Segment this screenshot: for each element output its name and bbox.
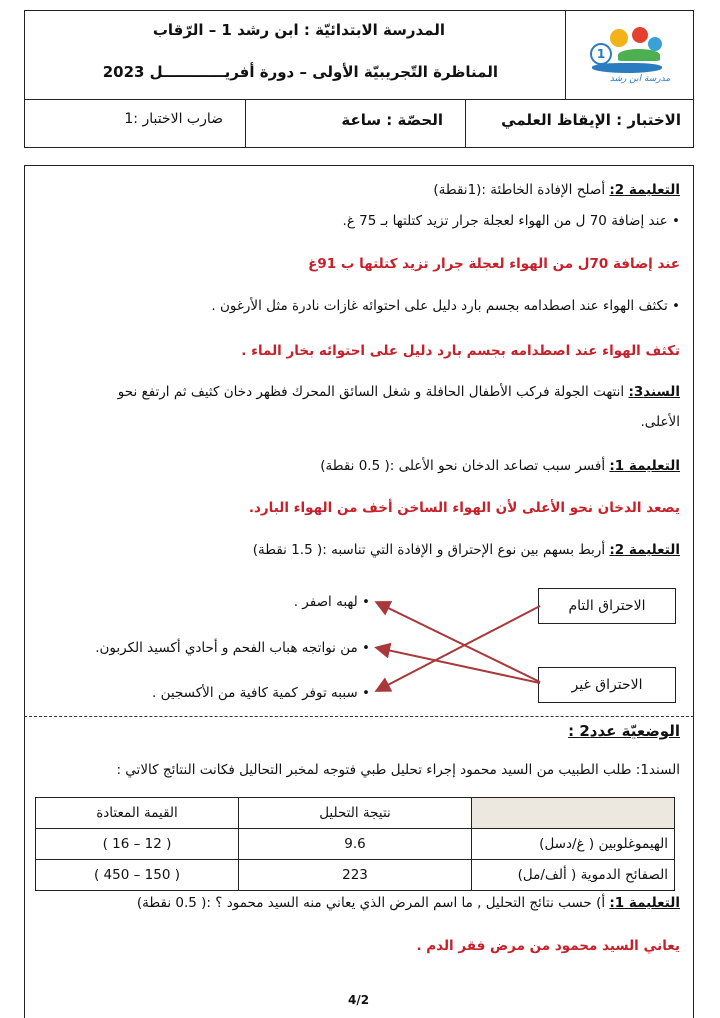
table-header-cell: نتيجة التحليل <box>239 798 472 829</box>
sanad-1: السند1: طلب الطبيب من السيد محمود إجراء تحليل طبي فتوجه لمخبر التحاليل فكانت النتائج كالاتي : <box>116 762 680 778</box>
table-cell: الصفائح الدموية ( ألف/مل) <box>472 860 675 891</box>
instruction-1-heading: التعليمة 1: أفسر سبب تصاعد الدخان نحو الأعلى :( 0.5 نقطة) <box>320 458 680 474</box>
answer-3: يصعد الدخان نحو الأعلى لأن الهواء الساخن أخف من الهواء البارد. <box>248 500 680 516</box>
table-cell: ( 150 – 450 ) <box>36 860 239 891</box>
competition-title: المناظرة التّجريبيّة الأولى – دورة أفريــــــــــــل 2023 <box>102 63 498 81</box>
statement-2: • تكثف الهواء عند اصطدامه بجسم بارد دليل على احتوائه غازات نادرة مثل الأرغون . <box>211 298 680 314</box>
table-row <box>36 860 675 891</box>
answer-4: يعاني السيد محمود من مرض فقر الدم . <box>416 938 680 954</box>
page-number: 4/2 <box>348 993 370 1007</box>
session-duration: الحصّة : ساعة <box>341 111 443 129</box>
logo-caption: مدرسة ابن رشد <box>609 74 671 84</box>
analysis-results-table <box>35 797 675 891</box>
sanad-3-line-1: السند3: انتهت الجولة فركب الأطفال الحافلة و شغل السائق المحرك فظهر دخان كثيف ثم ارتفع نحو <box>117 384 680 400</box>
box-complete-combustion: الاحتراق التام <box>538 588 676 624</box>
logo-number-badge: 1 <box>590 43 612 65</box>
statement-1: • عند إضافة 70 ل من الهواء لعجلة جرار تزيد كتلتها بـ 75 غ. <box>342 213 680 229</box>
match-item-2: • من نواتجه هباب الفحم و أحادي أكسيد الكربون. <box>95 640 370 656</box>
answer-1: عند إضافة 70ل من الهواء لعجلة جرار تزيد كتلتها ب 91غ <box>308 256 680 272</box>
table-cell: 9.6 <box>239 829 472 860</box>
instruction-2-heading: التعليمة 2: أصلح الإفادة الخاطئة :(1نقطة) <box>433 182 680 198</box>
match-item-1: • لهبه اصفر . <box>293 594 370 610</box>
table-cell: ( 12 – 16 ) <box>36 829 239 860</box>
exam-subject: الاختبار : الإيقاظ العلمي <box>501 111 681 129</box>
answer-2: تكثف الهواء عند اصطدامه بجسم بارد دليل على احتوائه بخار الماء . <box>241 343 680 359</box>
sanad-3-line-2: الأعلى. <box>640 414 680 430</box>
instruction-2b-heading: التعليمة 2: أربط بسهم بين نوع الإحتراق و الإفادة التي تناسبه :( 1.5 نقطة) <box>252 542 680 558</box>
table-cell: 223 <box>239 860 472 891</box>
school-name: المدرسة الابتدائيّة : ابن رشد 1 – الرّقاب <box>152 21 445 39</box>
instruction-1-situation-2: التعليمة 1: أ) حسب نتائج التحليل , ما اسم المرض الذي يعاني منه السيد محمود ؟ :( 0.5 نقطة) <box>136 895 680 911</box>
box-incomplete-combustion: الاحتراق غير <box>538 667 676 703</box>
exam-coefficient: ضارب الاختبار :1 <box>124 111 223 127</box>
table-cell: الهيموغلوبين ( غ/دسل) <box>472 829 675 860</box>
situation-2-title: الوضعيّة عدد2 : <box>568 722 680 740</box>
table-header-cell <box>472 798 675 829</box>
table-header-row <box>36 798 675 829</box>
table-row <box>36 829 675 860</box>
arrow-incomplete-to-item-1 <box>378 603 540 682</box>
match-item-3: • سببه توفر كمية كافية من الأكسجين . <box>152 685 370 701</box>
table-header-cell: القيمة المعتادة <box>36 798 239 829</box>
